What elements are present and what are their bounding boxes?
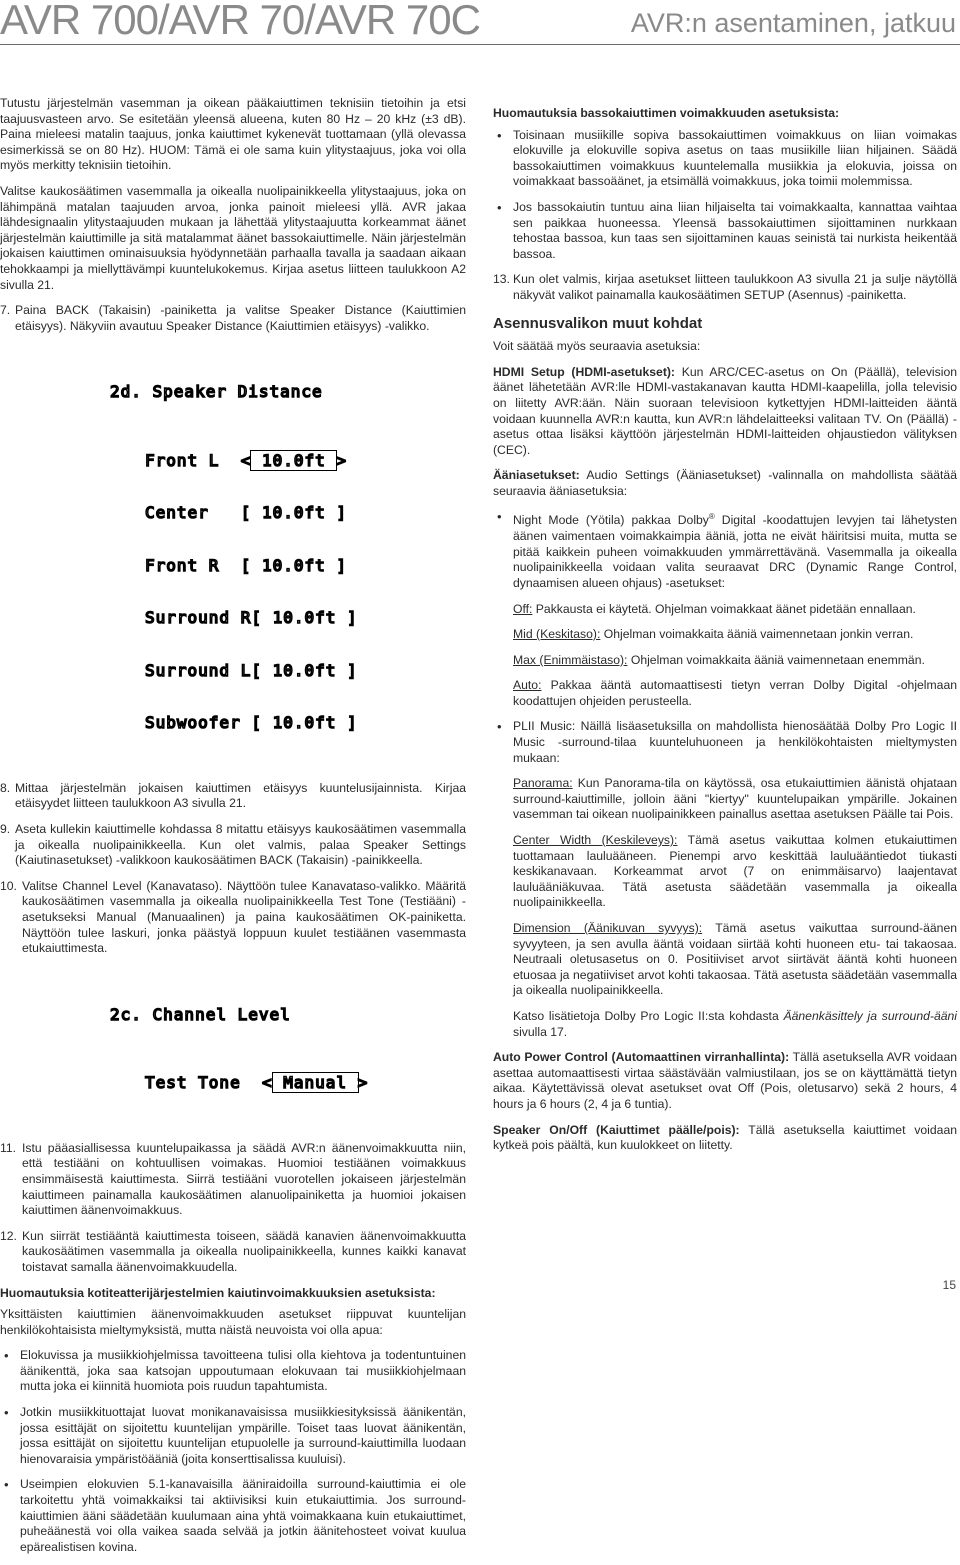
page-number: 15	[942, 1278, 956, 1292]
left-column	[0, 96, 466, 1565]
menu-row: Subwoofer [ 10.0ft ]	[145, 713, 358, 733]
menu-row: Front L < 10.0ft >	[145, 450, 348, 470]
step-13: 13. Kun olet valmis, kirjaa asetukset liitteen taulukkoon A3 sivulla 21 ja sulje näytöllä näkyvät valikot painamalla kaukosäätimen SETUP (Asennus) -painiketta.	[493, 272, 957, 302]
drc-mid: Mid (Keskitaso): Ohjelman voimakkaita ääniä vaimennetaan jonkin verran.	[513, 627, 914, 642]
step-11: 11. Istu pääasiallisessa kuuntelupaikassa ja säädä AVR:n äänenvoimakkuutta niin, että testiääni on kohtuullisen voimakas. Huomioi testiäänen voimakkuus ensimmäisestä kaiuttimesta. Siirrä testiääni vuorotellen jokaiseen järjestelmän kaiuttimeen painamalla kaukosäätimen alanuolipainiketta ja huomioi jokaisen kaiuttimen äänenvoimakkuus.	[0, 1140, 466, 1218]
step-text: Paina BACK (Takaisin) -painiketta ja valitse Speaker Distance (Kaiuttimien etäisyys). Näkyviin avautuu Speaker Distance (Kaiuttimien etäisyys) -valikko.	[15, 303, 466, 333]
drc-off: Off: Pakkausta ei käytetä. Ohjelman voimakkaat äänet pidetään ennallaan.	[513, 601, 916, 616]
step-7	[0, 303, 466, 334]
right-column	[493, 106, 957, 1164]
paragraph-crossover: Valitse kaukosäätimen vasemmalla ja oikealla nuolipainikkeella ylitystaajuus, joka on lähimpänä matalan taajuuden arvoa, jonka painoit mieleesi yllä. AVR jakaa lähdesignaalin ylitystaajuuden mukaan ja lähettää ylitystaajuutta korkeammat äänet järjestelmän kaiuttimille ja sitä matalammat äänet bassokaiuttimelle. Näin järjestelmän jokaisen kaiuttimen ominaisuuksia hyödynnetään parhaalla tavalla ja saadaan aikaan tehokkaampi ja miellyttävämpi kuuntelukokemus. Kirjaa asetus liitteen taulukkoon A2 sivulla 21.	[0, 183, 466, 292]
list-item: • Useimpien elokuvien 5.1-kanavaisilla ääniraidoilla surround-kaiuttimia ei ole tarkoitettu yhtä voimakkaiksi tai aktiivisiksi kuin etukaiuttimia. Jos surround-kaiuttimien ääni säädetään kuulumaan aina yhtä voimakkaana kuin etukaiuttimet, puheäänestä voi olla vaikea saada selvää ja jotkin äänitehosteet voivat kuulua epärealistisen kovina.	[0, 1477, 466, 1555]
step-12: 12. Kun siirrät testiääntä kaiuttimesta toiseen, säädä kanavien äänenvoimakkuutta kaukosäätimen vasemmalla ja oikealla nuolipainikkeella, kunnes kaikki kanavat toistavat samalla äänenvoimakkuudella.	[0, 1228, 466, 1274]
list-item: • Jos bassokaiutin tuntuu aina liian hiljaiselta tai voimakkaalta, kannattaa vaihtaa sen paikkaa huoneessa. Yleensä bassokaiuttimen sijoittaminen nurkkaan tehostaa bassoa, kun taas sen sijoittaminen kauas seinistä tai nurkista heikentää bassoa.	[493, 200, 957, 262]
selected-value: 10.0ft	[251, 450, 337, 470]
step-10: 10. Valitse Channel Level (Kanavataso). Näyttöön tulee Kanavataso-valikko. Määritä kaukosäätimen vasemmalla ja oikealla nuolipainikkeella Test Tone (Testiääni) -asetukseksi Manual (Manuaalinen) ja paina kaukosäätimen OK-painiketta. Näyttöön tulee laskuri, jonka päästyä loppuun kuulet testiäänen vasemmasta etukaiuttimesta.	[0, 878, 466, 956]
notes-intro: Yksittäisten kaiuttimien äänenvoimakkuuden asetukset riippuvat kuuntelijan henkilökohtaisista mieltymyksistä, mutta näistä neuvoista voi olla apua:	[0, 1307, 466, 1337]
notes-list	[0, 1348, 466, 1555]
see-also: Katso lisätietoja Dolby Pro Logic II:sta kohdasta Äänenkäsittely ja surround-ääni sivulla 17.	[513, 1008, 957, 1039]
header-divider	[0, 44, 960, 45]
step-8: 8. Mittaa järjestelmän jokaisen kaiuttimen etäisyys kuuntelusijainnista. Kirjaa etäisyydet liitteen taulukkoon A3 sivulla 21.	[0, 780, 466, 811]
subwoofer-notes-heading: Huomautuksia bassokaiuttimen voimakkuuden asetuksista:	[493, 106, 840, 120]
menu-row: Test Tone < Manual >	[145, 1073, 369, 1093]
list-item: • PLII Music: Näillä lisäasetuksilla on mahdollista hienosäätää Dolby Pro Logic II Music -surround-tilaa kuunteluhuoneen ja henkilökohtaisten mieltymysten mukaan:	[493, 719, 957, 766]
channel-level-menu	[110, 971, 466, 1127]
speaker-distance-menu	[110, 348, 466, 767]
other-settings-intro: Voit säätää myös seuraavia asetuksia:	[493, 339, 701, 354]
plii-list	[493, 719, 957, 766]
document-title: AVR 700/AVR 70/AVR 70C	[0, 0, 480, 43]
menu-title: 2d. Speaker Distance	[110, 382, 323, 402]
subwoofer-notes-list	[493, 128, 957, 263]
other-settings-heading: Asennusvalikon muut kohdat	[493, 314, 703, 332]
menu-title: 2c. Channel Level	[110, 1004, 291, 1024]
step-number: 7.	[0, 303, 11, 318]
list-item: • Toisinaan musiikille sopiva bassokaiuttimen voimakkuus on liian voimakas elokuville ja elokuville sopiva asetus on taas musiikille liian hiljainen. Säädä bassokaiuttimen voimakkuus kuuntelemalla musiikkia ja elokuvia, joissa on voimakkaat bassoäänet, ja etsimällä voimakkuus, joka toimii molemmissa.	[493, 128, 957, 190]
panorama-setting: Panorama: Kun Panorama-tila on käytössä, osa etukaiuttimien äänistä ohjataan surround-kaiuttimille, jolloin ääni "kiertyy" kuuntelupaikan ympärille. Jokainen vasemman tai oikean nuolipainikkeen painallus asettaa asetuksen Päälle tai Pois.	[513, 776, 957, 822]
menu-row: Center [ 10.0ft ]	[145, 503, 348, 523]
speaker-on-off-paragraph: Speaker On/Off (Kaiuttimet päälle/pois): Tällä asetuksella kaiuttimet voidaan kytkeä pois päältä, kun kuulokkeet on liitetty.	[493, 1122, 958, 1153]
drc-max: Max (Enimmäistaso): Ohjelman voimakkaita ääniä vaimennetaan enemmän.	[513, 652, 925, 667]
drc-auto: Auto: Pakkaa ääntä automaattisesti tietyn verran Dolby Digital -ohjelmaan koodattujen ohjeiden perusteella.	[513, 678, 957, 708]
center-width-setting: Center Width (Keskileveys): Tämä asetus vaikuttaa kolmen etukaiuttimen tuottamaan lauluääneen. Pienempi arvo keskittää lauluääntiedot tiukasti keskikanavaan. Korkeammat arvot (7 on enimmäisarvo) laajentavat lauluääniäkuvaa. Tätä asetusta säädetään vasemmalla ja oikealla nuolipainikkeella.	[513, 833, 958, 910]
notes-heading: Huomautuksia kotiteatterijärjestelmien kaiutinvoimakkuuksien asetuksista:	[0, 1285, 436, 1300]
audio-settings-paragraph: Ääniasetukset: Audio Settings (Ääniasetukset) -valinnalla on mahdollista säätää seuraavia ääniasetuksia:	[493, 468, 957, 498]
menu-row: Front R [ 10.0ft ]	[145, 555, 348, 575]
hdmi-setup-paragraph: HDMI Setup (HDMI-asetukset): Kun ARC/CEC-asetus on On (Päällä), television äänet lähetetään AVR:lle HDMI-vastakanavan kautta HDMI-kaapelilla, jolla televisio on liitetty AVR:ään. Näin suoraan televisioon kytkettyjen HDMI-laitteiden ääntä voidaan kuunnella AVR:n kautta, kun AVR:n lähdelaitteeksi valitaan TV. On (Päällä) -asetus ottaa lisäksi käyttöön järjestelmän HDMI-laitteiden ohjaustiedon välityksen (CEC).	[493, 364, 958, 457]
menu-row: Surround L[ 10.0ft ]	[145, 660, 358, 680]
step-9: 9. Aseta kullekin kaiuttimelle kohdassa 8 mitattu etäisyys kaukosäätimen vasemmalla ja oikealla nuolipainikkeella. Kun olet valmis, palaa Speaker Settings (Kaiutinasetukset) -valikkoon kaukosäätimen BACK (Takaisin) -painikkeella.	[0, 822, 466, 868]
audio-settings-list	[493, 509, 957, 591]
menu-row: Surround R[ 10.0ft ]	[145, 608, 358, 628]
auto-power-control-paragraph: Auto Power Control (Automaattinen virranhallinta): Tällä asetuksella AVR voidaan asettaa automaattisesti virtaa säästävään valmiustilaan, jos se on käyttämättä tietyn aikaa. Käytettävissä olevat asetukset ovat Off (Pois, oletusarvo) sekä 2 hours, 4 hours ja 6 hours (2, 4 ja 6 tuntia).	[493, 1050, 958, 1111]
list-item: • Jotkin musiikkituottajat luovat monikanavaisissa musiikkiesityksissä äänikentän, jossa esittäjät on sijoitettu kuuntelijan ympärille. Toiset taas luovat äänikentän, jossa esittäjät on sijoitettu kuuntelijan etupuolelle ja surround-kaiuttimilla luodaan hienovaraisia ympäristöääniä (joita konserttisalissa kuuluisi).	[0, 1405, 466, 1467]
dimension-setting: Dimension (Äänikuvan syvyys): Tämä asetus vaikuttaa surround-äänen syvyyteen, ja sen avulla ääntä voidaan siirtää kohti huoneen etu- tai takaosaa. Neutraali oletusasetus on 0. Positiiviset arvot siirtävät ääntä kohti huoneen etuosaa ja negatiiviset arvot kohti takaosaa. Tätä asetusta säädetään vasemmalla ja oikealla nuolipainikkeella.	[513, 921, 958, 998]
section-title: AVR:n asentaminen, jatkuu	[630, 8, 956, 38]
paragraph-frequency-response: Tutustu järjestelmän vasemman ja oikean pääkaiuttimen teknisiin tietoihin ja etsi taajuusvasteen arvo. Se esitetään yleensä alueena, kuten 80 Hz – 20 kHz (±3 dB). Paina mieleesi matalin taajuus, jonka kaiuttimet kykenevät tuottamaan (yllä olevassa esimerkissä se on 80 Hz). HUOM: Tämä ei ole sama kuin ylitystaajuus, joka voi olla myös merkitty teknisiin tietoihin.	[0, 96, 466, 173]
selected-value: Manual	[272, 1073, 358, 1093]
list-item: • Elokuvissa ja musiikkiohjelmissa tavoitteena tulisi olla kiehtova ja todentuntuinen äänikenttä, joka saa katsojan uppoutumaan elokuvaan tai musiikkiohjelmaan mutta joka ei kiinnitä huomiota pois ruudun tapahtumista.	[0, 1348, 466, 1395]
list-item: • Night Mode (Yötila) pakkaa Dolby® Digital -koodattujen levyjen tai lähetysten äänen vaimentaen voimakkaimpia ääniä, jotta ne eivät häiritsisi muita, mutta se pitää kaikkein puheen voimakkuuden ymmärrettävänä. Vasemmalla ja oikealla nuolipainikkeella voidaan valita seuraavat DRC (Dynamic Range Control, dynaamisen alueen ohjaus) -asetukset:	[493, 509, 957, 591]
